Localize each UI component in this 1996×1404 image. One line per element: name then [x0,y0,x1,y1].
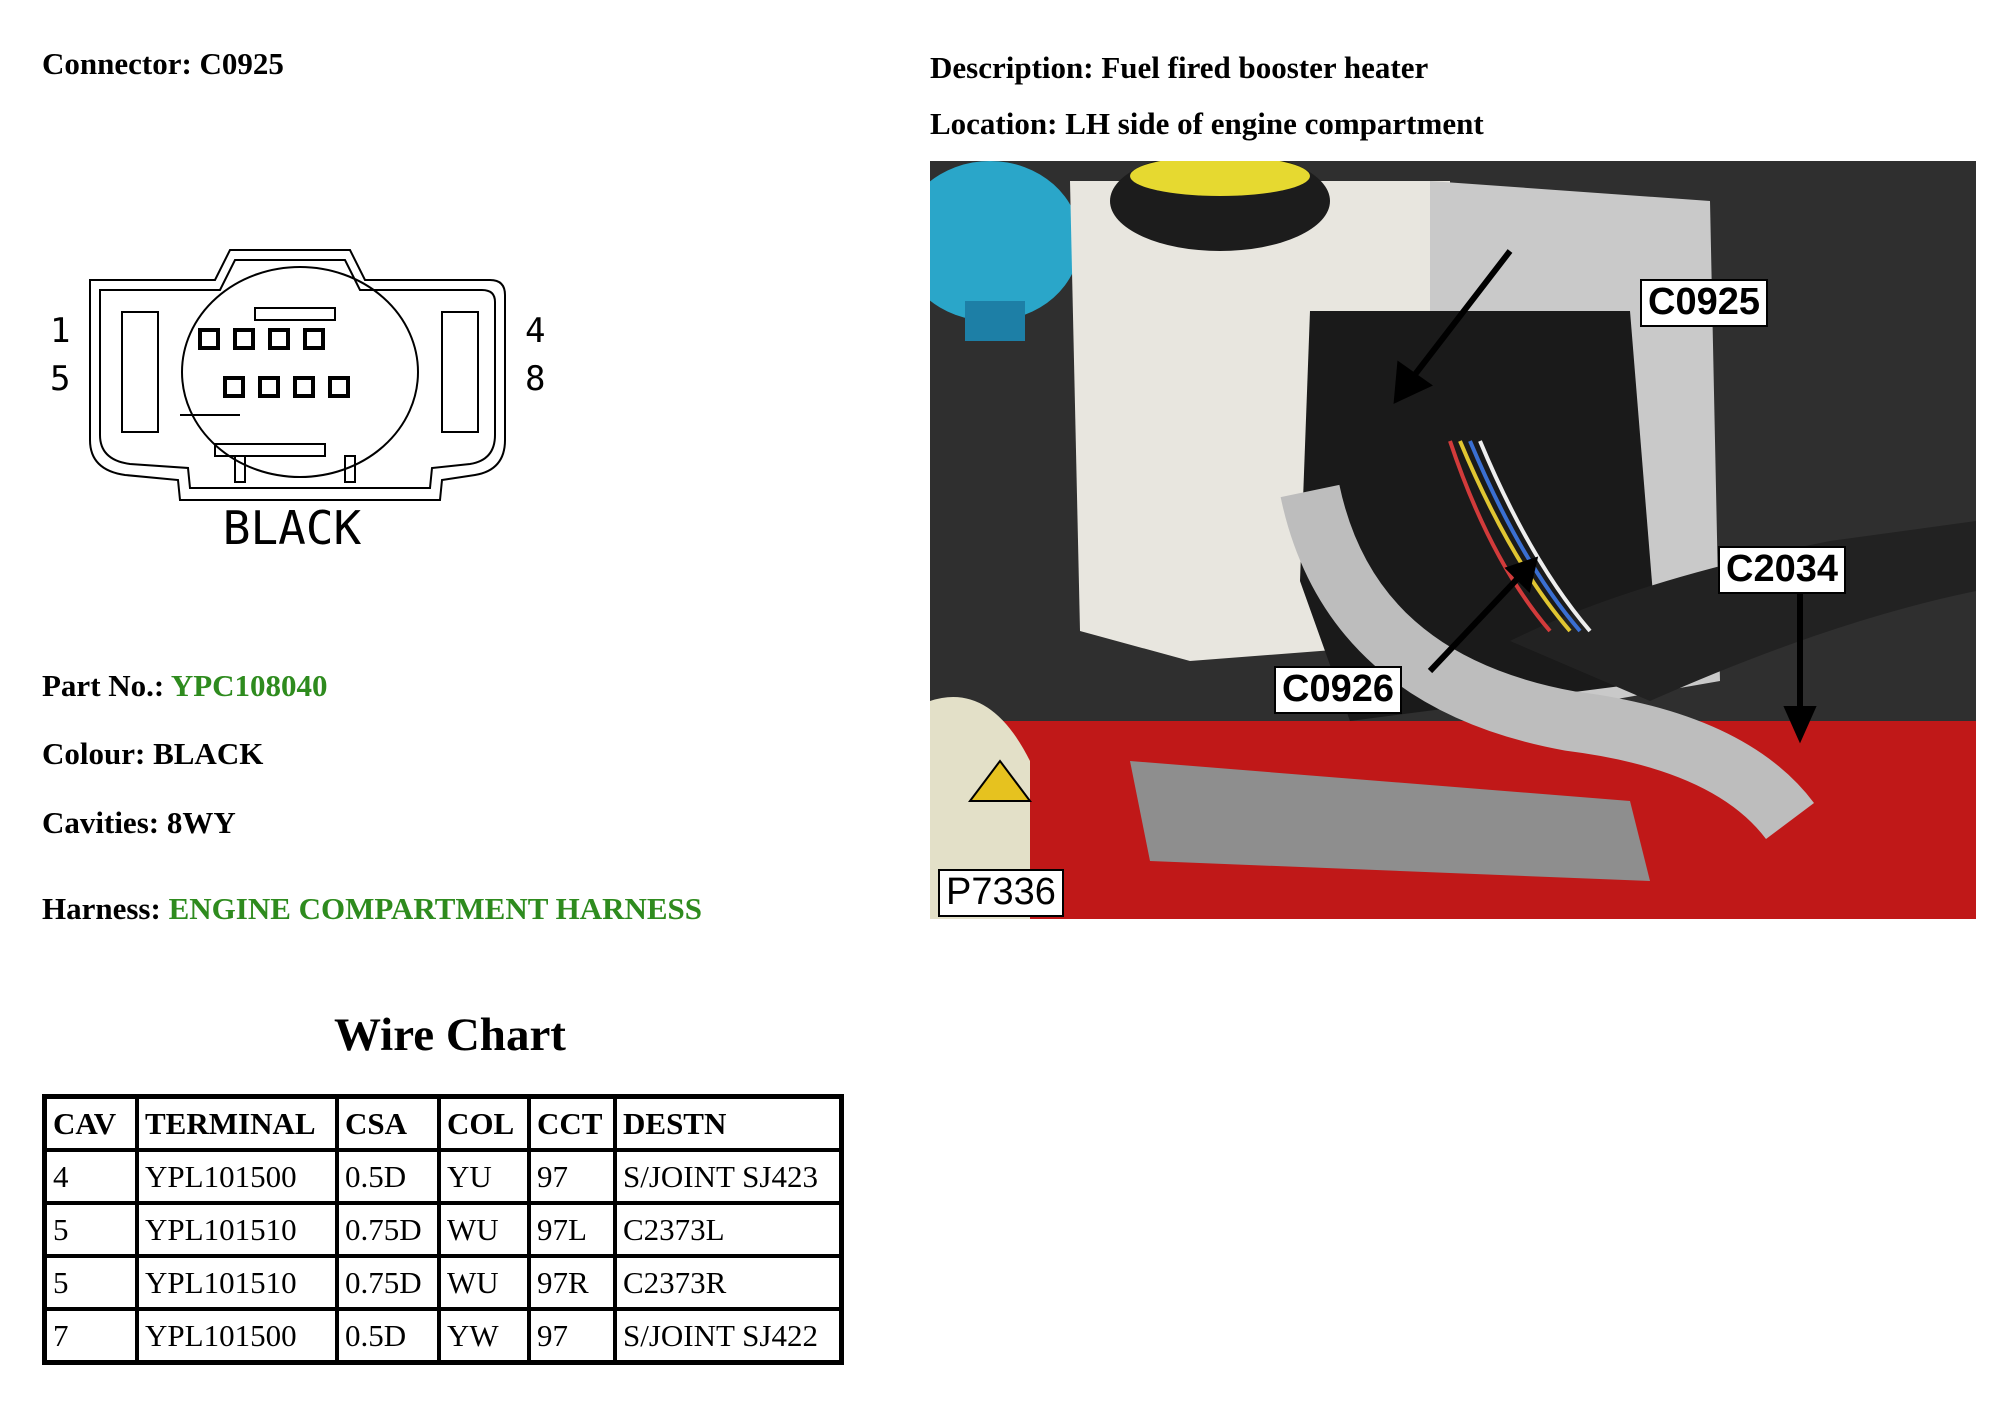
cavity-2 [235,330,253,348]
cell-destn: S/JOINT SJ422 [615,1309,842,1363]
location-label: Location: [930,106,1058,141]
harness-field [42,891,702,927]
cavity-8 [330,378,348,396]
harness-link[interactable]: ENGINE COMPARTMENT HARNESS [168,891,703,926]
cavity-3 [270,330,288,348]
table-row [45,1150,842,1203]
cell-csa: 0.75D [337,1256,439,1309]
header-destn: DESTN [615,1097,842,1151]
connector-outline-inner [100,260,495,488]
photo-reference: P7336 [938,869,1064,917]
cell-terminal: YPL101500 [137,1150,337,1203]
location-value: LH side of engine compartment [1065,106,1484,141]
wire-chart-table [42,1094,844,1365]
connector-face [182,267,418,477]
callout-c0926: C0926 [1274,666,1402,714]
header-col: COL [439,1097,529,1151]
connector-value: C0925 [199,46,284,81]
part-no-link[interactable]: YPC108040 [170,668,328,703]
cell-terminal: YPL101500 [137,1309,337,1363]
location-photo [930,161,1976,919]
part-no-field [42,668,328,704]
cell-col: WU [439,1203,529,1256]
pin-number-1: 1 [50,311,71,351]
cell-csa: 0.5D [337,1150,439,1203]
cell-cct: 97R [529,1256,615,1309]
cavities-value: 8WY [166,805,236,840]
colour-value: BLACK [153,736,264,771]
cell-cct: 97L [529,1203,615,1256]
cavity-1 [200,330,218,348]
cell-destn: C2373L [615,1203,842,1256]
table-header-row [45,1097,842,1151]
cell-terminal: YPL101510 [137,1203,337,1256]
description-field [930,50,1428,86]
pin-number-4: 4 [525,311,546,351]
harness-label: Harness: [42,891,161,926]
cell-cav: 7 [45,1309,138,1363]
cell-col: YW [439,1309,529,1363]
table-row [45,1256,842,1309]
callout-c2034: C2034 [1718,546,1846,594]
header-terminal: TERMINAL [137,1097,337,1151]
header-cct: CCT [529,1097,615,1151]
cell-destn: C2373R [615,1256,842,1309]
description-value: Fuel fired booster heater [1101,50,1429,85]
cavities-field [42,805,236,841]
colour-label: Colour: [42,736,146,771]
connector-face-diagram [30,230,570,570]
cell-cav: 4 [45,1150,138,1203]
pin-number-8: 8 [525,359,546,399]
cell-cct: 97 [529,1150,615,1203]
cavity-6 [260,378,278,396]
callout-c0925: C0925 [1640,279,1768,327]
cavity-7 [295,378,313,396]
cell-terminal: YPL101510 [137,1256,337,1309]
photo-illustration [930,161,1976,919]
location-field [930,106,1484,142]
cell-csa: 0.5D [337,1309,439,1363]
header-csa: CSA [337,1097,439,1151]
header-cav: CAV [45,1097,138,1151]
table-row [45,1203,842,1256]
connector-field [42,46,284,82]
wire-chart-title: Wire Chart [334,1009,566,1061]
table-row [45,1309,842,1363]
cavities-label: Cavities: [42,805,160,840]
cell-col: WU [439,1256,529,1309]
description-label: Description: [930,50,1094,85]
cell-destn: S/JOINT SJ423 [615,1150,842,1203]
cell-cct: 97 [529,1309,615,1363]
part-no-label: Part No.: [42,668,165,703]
diagram-colour-label: BLACK [222,501,362,555]
cell-csa: 0.75D [337,1203,439,1256]
pin-number-5: 5 [50,359,71,399]
cavity-5 [225,378,243,396]
cell-col: YU [439,1150,529,1203]
colour-field [42,736,263,772]
cell-cav: 5 [45,1203,138,1256]
cavity-4 [305,330,323,348]
cell-cav: 5 [45,1256,138,1309]
connector-label: Connector: [42,46,192,81]
